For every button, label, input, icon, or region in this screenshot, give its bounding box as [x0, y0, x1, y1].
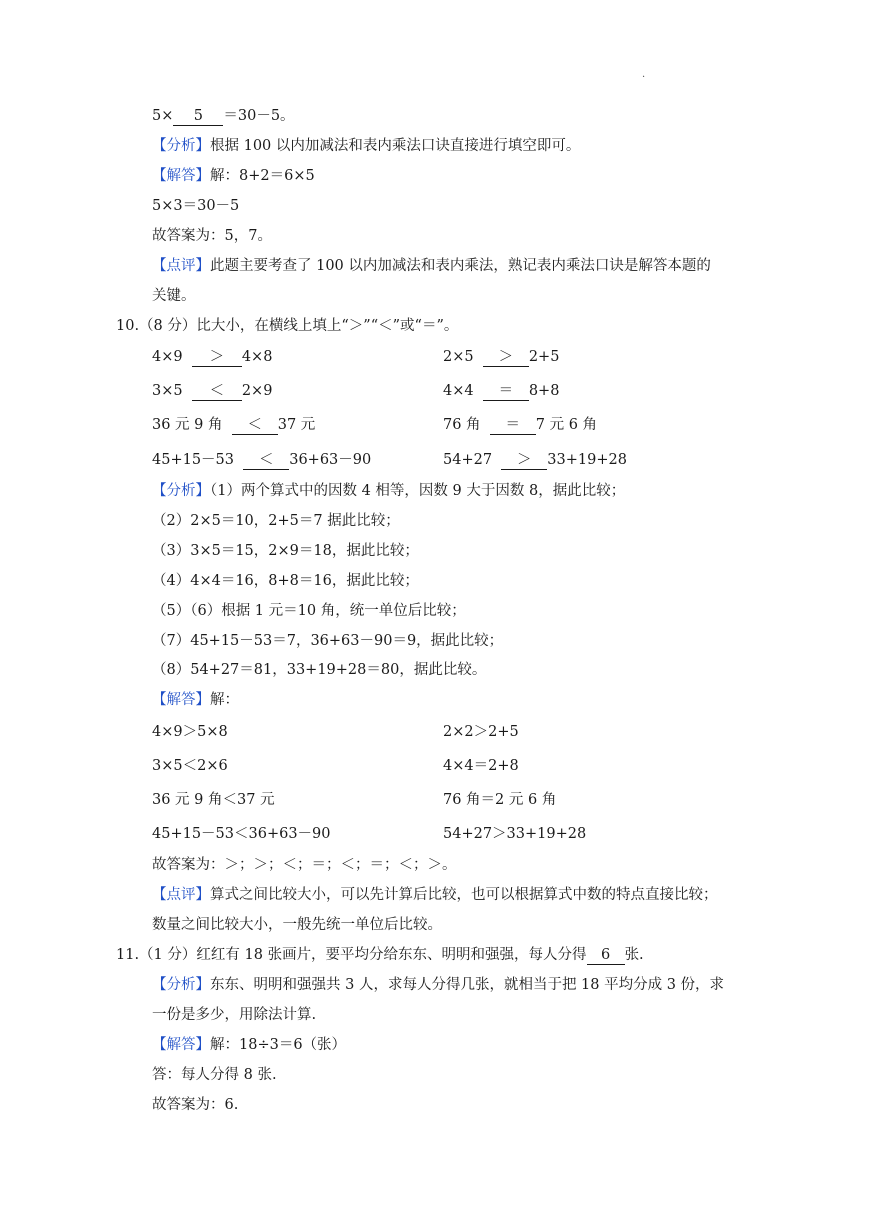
answer-tag: 【解答】 — [152, 1037, 210, 1053]
answer-tag: 【解答】 — [152, 692, 210, 708]
answer-blank: 5 — [173, 108, 223, 126]
compare-item: 2×5 ＞ 2+5 — [443, 349, 560, 365]
answer-item: 3×5＜2×6 — [152, 758, 228, 774]
answer-item: 76 角＝2 元 6 角 — [443, 792, 557, 808]
analysis-line: （2）2×5＝10，2+5＝7 据此比较； — [152, 513, 400, 529]
compare-item: 36 元 9 角 ＜ 37 元 — [152, 417, 316, 433]
compare-item: 76 角 ＝ 7 元 6 角 — [443, 417, 598, 433]
prev-answer-line-2: 5×3＝30－5 — [152, 198, 240, 214]
q11-final-answer: 故答案为：6. — [152, 1097, 239, 1113]
analysis-line: （3）3×5＝15，2×9＝18，据此比较； — [152, 543, 419, 559]
compare-item: 3×5 ＜ 2×9 — [152, 383, 273, 399]
comment-tag: 【点评】 — [152, 887, 210, 903]
analysis-line: （7）45+15－53＝7，36+63－90＝9，据此比较； — [152, 633, 504, 649]
comment-tag: 【点评】 — [152, 258, 210, 274]
analysis-tag: 【分析】 — [152, 483, 210, 499]
answer-blank: 6 — [587, 947, 625, 965]
q11-analysis: 【分析】东东、明明和强强共 3 人，求每人分得几张，就相当于把 18 平均分成 3 份，求 — [152, 977, 725, 993]
answer-item: 54+27＞33+19+28 — [443, 826, 587, 842]
prev-answer: 【解答】解：8+2＝6×5 — [152, 168, 315, 184]
q10-analysis: 【分析】（1）两个算式中的因数 4 相等，因数 9 大于因数 8，据此比较； — [152, 483, 626, 499]
analysis-tag: 【分析】 — [152, 977, 210, 993]
prev-question-line: 5× 5 ＝30－5。 — [152, 108, 295, 124]
analysis-tag: 【分析】 — [152, 138, 210, 154]
q10-comment-line-2: 数量之间比较大小，一般先统一单位后比较。 — [152, 917, 442, 933]
answer-item: 4×9＞5×8 — [152, 724, 228, 740]
compare-blank: ＜ — [243, 452, 289, 470]
analysis-line: （4）4×4＝16，8+8＝16，据此比较； — [152, 573, 419, 589]
answer-tag: 【解答】 — [152, 168, 210, 184]
answer-item: 4×4＝2+8 — [443, 758, 519, 774]
compare-blank: ＝ — [490, 417, 536, 435]
compare-blank: ＞ — [501, 452, 547, 470]
prev-answer-final: 故答案为：5，7。 — [152, 228, 272, 244]
analysis-line: （5）（6）根据 1 元＝10 角，统一单位后比较； — [152, 603, 466, 619]
compare-blank: ＜ — [232, 417, 278, 435]
compare-item: 45+15－53 ＜ 36+63－90 — [152, 452, 372, 468]
compare-blank: ＝ — [483, 383, 529, 401]
answer-item: 2×2＞2+5 — [443, 724, 519, 740]
q11-answer: 【解答】解：18÷3＝6（张） — [152, 1037, 347, 1053]
compare-item: 4×9 ＞ 4×8 — [152, 349, 273, 365]
q10-final-answer: 故答案为：＞；＞；＜；＝；＜；＝；＜；＞。 — [152, 857, 457, 873]
question-11-title: 11.（1 分）红红有 18 张画片，要平均分给东东、明明和强强，每人分得 6 张. — [116, 947, 644, 963]
answer-item: 36 元 9 角＜37 元 — [152, 792, 275, 808]
header-dot: · — [642, 72, 646, 83]
compare-blank: ＞ — [192, 349, 242, 367]
question-10-title: 10.（8 分）比大小，在横线上填上“＞”“＜”或“＝”。 — [116, 318, 459, 334]
compare-item: 54+27 ＞ 33+19+28 — [443, 452, 627, 468]
prev-comment-line-2: 关键。 — [152, 288, 196, 304]
compare-item: 4×4 ＝ 8+8 — [443, 383, 560, 399]
q11-analysis-line-2: 一份是多少，用除法计算. — [152, 1007, 317, 1023]
compare-blank: ＜ — [192, 383, 242, 401]
prev-comment: 【点评】此题主要考查了 100 以内加减法和表内乘法，熟记表内乘法口诀是解答本题的 — [152, 258, 711, 274]
q11-answer-line-2: 答：每人分得 8 张. — [152, 1067, 277, 1083]
q10-answer: 【解答】解： — [152, 692, 239, 708]
q10-comment: 【点评】算式之间比较大小，可以先计算后比较，也可以根据算式中数的特点直接比较； — [152, 887, 718, 903]
analysis-line: （8）54+27＝81，33+19+28＝80，据此比较。 — [152, 662, 487, 678]
answer-item: 45+15－53＜36+63－90 — [152, 826, 331, 842]
prev-analysis: 【分析】根据 100 以内加减法和表内乘法口诀直接进行填空即可。 — [152, 138, 581, 154]
compare-blank: ＞ — [483, 349, 529, 367]
